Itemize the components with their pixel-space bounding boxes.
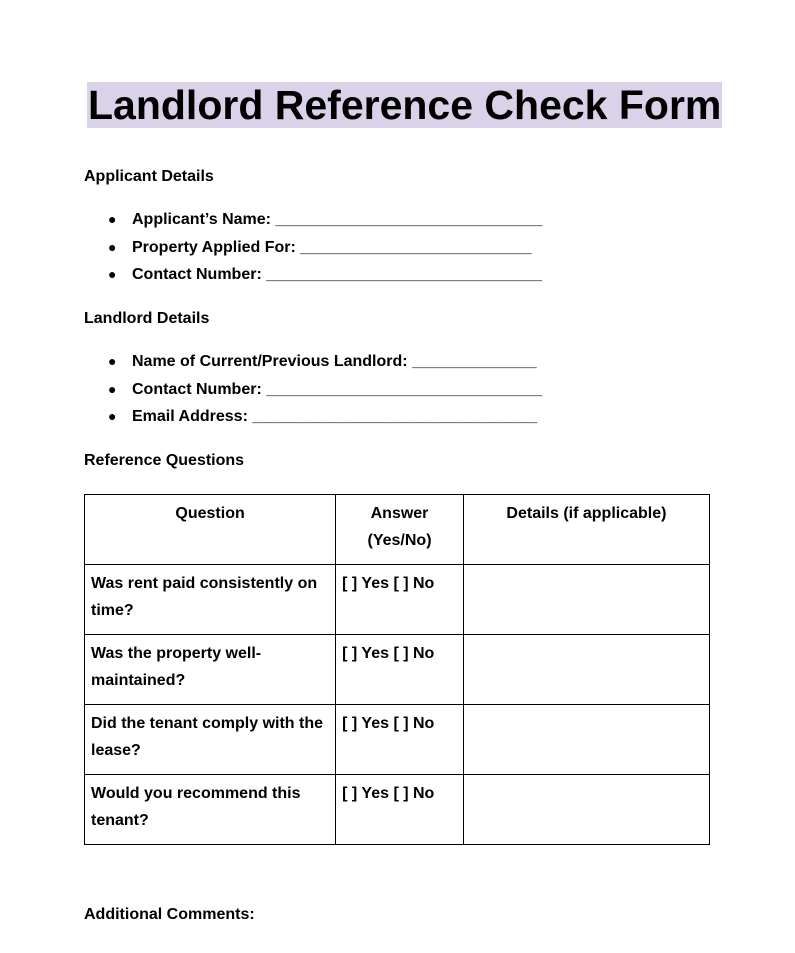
title-container bbox=[87, 82, 722, 128]
header-question: Question bbox=[85, 495, 336, 565]
landlord-contact-field: Contact Number: _______________________________ bbox=[132, 380, 543, 398]
list-item bbox=[84, 234, 542, 262]
details-cell bbox=[463, 705, 709, 775]
list-item bbox=[84, 376, 542, 404]
document-title: Landlord Reference Check Form bbox=[88, 82, 722, 128]
answer-cell: [ ] Yes [ ] No bbox=[336, 775, 464, 845]
question-cell: Was rent paid consistently on time? bbox=[85, 565, 336, 635]
bullet-icon: ● bbox=[108, 408, 117, 424]
landlord-name-field: Name of Current/Previous Landlord: ______________ bbox=[132, 353, 537, 370]
table-row bbox=[85, 775, 710, 845]
answer-cell: [ ] Yes [ ] No bbox=[336, 705, 464, 775]
table-row bbox=[85, 565, 710, 635]
applicant-details-list bbox=[84, 206, 542, 289]
list-item bbox=[84, 348, 542, 376]
table-row bbox=[85, 635, 710, 705]
answer-cell: [ ] Yes [ ] No bbox=[336, 635, 464, 705]
question-cell: Would you recommend this tenant? bbox=[85, 775, 336, 845]
answer-cell: [ ] Yes [ ] No bbox=[336, 565, 464, 635]
details-cell bbox=[463, 775, 709, 845]
property-applied-field: Property Applied For: __________________________ bbox=[132, 238, 532, 256]
applicant-details-heading: Applicant Details bbox=[84, 168, 214, 185]
header-answer: Answer (Yes/No) bbox=[336, 495, 464, 565]
applicant-name-field: Applicant’s Name: ______________________________ bbox=[132, 211, 543, 228]
landlord-details-heading: Landlord Details bbox=[84, 310, 210, 327]
table-row bbox=[85, 705, 710, 775]
reference-questions-heading: Reference Questions bbox=[84, 452, 245, 469]
applicant-contact-field: Contact Number: _______________________________ bbox=[132, 266, 543, 283]
bullet-icon: ● bbox=[108, 211, 117, 227]
details-cell bbox=[463, 565, 709, 635]
bullet-icon: ● bbox=[108, 353, 117, 369]
question-cell: Did the tenant comply with the lease? bbox=[85, 705, 336, 775]
question-cell: Was the property well-maintained? bbox=[85, 635, 336, 705]
table-header-row bbox=[85, 495, 710, 565]
bullet-icon: ● bbox=[108, 266, 117, 282]
details-cell bbox=[463, 635, 709, 705]
header-details: Details (if applicable) bbox=[463, 495, 709, 565]
bullet-icon: ● bbox=[108, 238, 117, 255]
landlord-details-list bbox=[84, 348, 542, 431]
landlord-email-field: Email Address: ________________________________ bbox=[132, 408, 538, 425]
list-item bbox=[84, 261, 542, 289]
list-item bbox=[84, 403, 542, 431]
reference-questions-table bbox=[84, 494, 710, 845]
list-item bbox=[84, 206, 542, 234]
additional-comments-label: Additional Comments: bbox=[84, 906, 255, 923]
bullet-icon: ● bbox=[108, 380, 117, 397]
